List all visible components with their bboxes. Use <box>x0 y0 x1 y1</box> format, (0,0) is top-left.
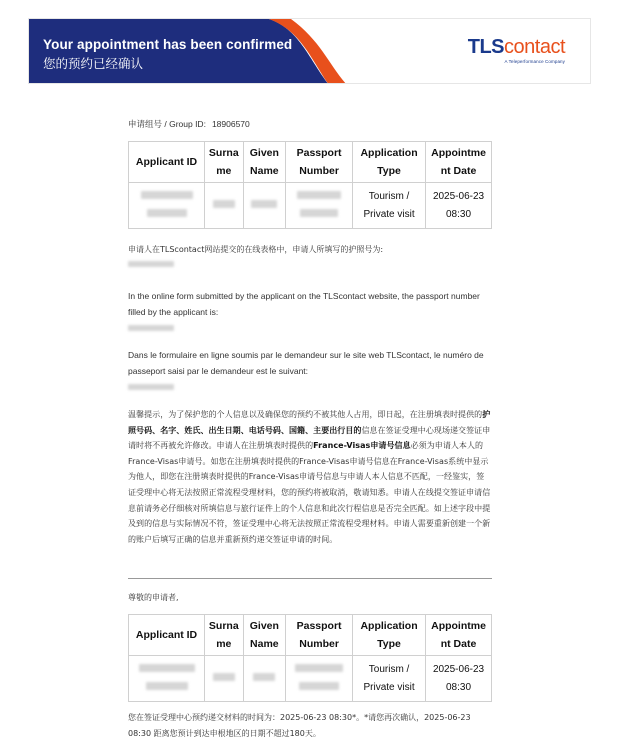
th-given-name: Given Name <box>243 142 286 183</box>
cell-passport <box>286 183 353 229</box>
th-passport: Passport Number <box>286 142 353 183</box>
notice-bold-france-visas: France-Visas申请号信息 <box>313 441 411 451</box>
fr-passport-text: Dans le formulaire en ligne soumis par le demandeur sur le site web TLScontact, le numéro de passeport saisi par le demandeur est le suivant: <box>128 350 484 376</box>
logo-tls-text: TLS <box>467 36 505 58</box>
en-passport-text: In the online form submitted by the applicant on the TLScontact website, the passport number filled by the applicant is: <box>128 291 480 317</box>
cell-applicant-id <box>129 183 205 229</box>
th-applicant-id: Applicant ID <box>129 142 205 183</box>
cn-passport-text: 申请人在TLScontact网站提交的在线表格中，申请人所填写的护照号为: <box>128 245 384 254</box>
th-surname: Surna me <box>205 142 244 183</box>
th-appointment-date: Appointme nt Date <box>426 615 492 656</box>
th-appointment-date: Appointme nt Date <box>426 142 492 183</box>
group-id-value: 18906570 <box>211 119 250 129</box>
th-given-name: Given Name <box>243 615 286 656</box>
notice-paragraph: 温馨提示，为了保护您的个人信息以及确保您的预约不被其他人占用，即日起，在注册填表时提供的护照号码、名字、姓氏、出生日期、电话号码、国籍、主要出行目的信息在签证受理中心现场递交签证申请时将不再被允许修改。申请人在注册填表时提供的France-Visas申请号信息必须为申请人本人的France-Visas申请号。如您在注册填表时提供的France-Visas申请号信息在France-Visas系统中显示为他人，即您在注册填表时提供的France-Visas申请号信息与申请人本人信息不匹配，一经鉴实，签证受理中心将无法按照正常流程受理材料，您的预约将被取消，敬请知悉。申请人在线提交签证申请信息前请务必仔细核对所填信息与旅行证件上的个人信息和此次行程信息是否完全匹配。如上述字段中提及到的信息与实际情况不符，签证受理中心将无法按照正常流程受理材料。申请人需要重新创建一个新的账户后填写正确的信息并重新预约递交签证申请的时间。 <box>128 410 491 544</box>
footer-appointment-note: 您在签证受理中心预约递交材料的时间为：2025-06-23 08:30*。*请您再次确认，2025-06-23 08:30 距离您预计到达申根地区的日期不超过180天。 <box>128 713 471 738</box>
cell-surname <box>205 656 244 702</box>
header-banner <box>28 18 591 84</box>
divider <box>128 578 492 579</box>
cell-surname <box>205 183 244 229</box>
appointment-table-2 <box>128 614 492 702</box>
cell-application-type: Tourism / Private visit <box>353 183 426 229</box>
cn-passport-paragraph <box>128 242 492 272</box>
tlscontact-logo <box>468 37 565 64</box>
th-applicant-id: Applicant ID <box>129 615 205 656</box>
en-passport-redacted <box>128 320 492 336</box>
en-passport-paragraph <box>128 288 492 336</box>
cell-given-name <box>243 656 286 702</box>
th-application-type: Application Type <box>353 142 426 183</box>
notice-bold-fields: 护照号码、名字、姓氏、出生日期、电话号码、国籍、主要出行目的 <box>128 410 491 435</box>
fr-passport-redacted <box>128 379 492 395</box>
group-id <box>128 118 250 130</box>
appointment-table-1 <box>128 141 492 229</box>
cell-passport <box>286 656 353 702</box>
header-title-en: Your appointment has been confirmed <box>43 37 293 52</box>
table-header-row <box>129 615 492 656</box>
header-title-cn: 您的预约已经确认 <box>43 56 144 71</box>
table-row <box>129 656 492 702</box>
cell-application-type: Tourism / Private visit <box>353 656 426 702</box>
th-surname: Surna me <box>205 615 244 656</box>
greeting: 尊敬的申请者, <box>128 593 179 602</box>
cn-passport-redacted <box>128 257 492 272</box>
group-id-label: 申请组号 / Group ID: <box>128 119 206 129</box>
fr-passport-paragraph <box>128 347 492 395</box>
logo-contact-text: contact <box>504 36 565 58</box>
cell-appointment-date: 2025-06-23 08:30 <box>426 656 492 702</box>
table-row <box>129 183 492 229</box>
logo-subtitle: A Teleperformance Company <box>504 59 565 64</box>
cell-appointment-date: 2025-06-23 08:30 <box>426 183 492 229</box>
th-application-type: Application Type <box>353 615 426 656</box>
cell-given-name <box>243 183 286 229</box>
th-passport: Passport Number <box>286 615 353 656</box>
table-header-row <box>129 142 492 183</box>
cell-applicant-id <box>129 656 205 702</box>
